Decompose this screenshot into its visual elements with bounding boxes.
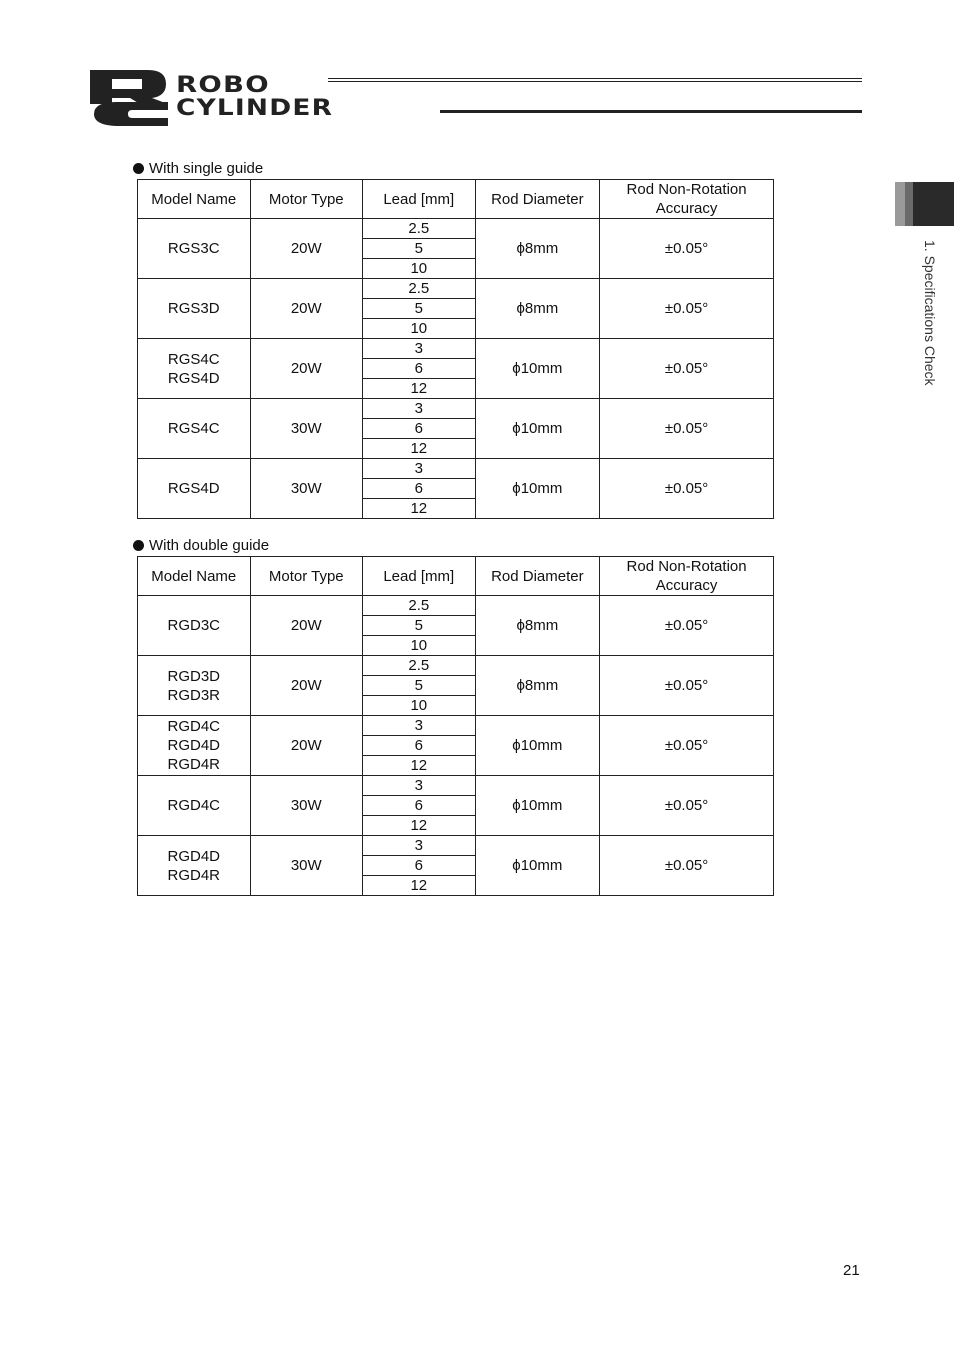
motor-type-cell: 30W [250, 459, 363, 519]
col-rod-accuracy: Rod Non-Rotation Accuracy [600, 180, 774, 219]
model-name-cell: RGS4C [138, 399, 251, 459]
motor-type-cell: 30W [250, 776, 363, 836]
lead-cell: 6 [363, 419, 476, 439]
lead-cell: 6 [363, 736, 476, 756]
header-rule [328, 78, 862, 79]
col-motor-type: Motor Type [250, 557, 363, 596]
lead-cell: 12 [363, 379, 476, 399]
motor-type-cell: 30W [250, 399, 363, 459]
lead-cell: 12 [363, 499, 476, 519]
table-row [138, 399, 774, 419]
motor-type-cell: 20W [250, 656, 363, 716]
double-guide-table [137, 556, 774, 896]
motor-type-cell: 20W [250, 219, 363, 279]
rod-diameter-cell: ϕ10mm [475, 459, 600, 519]
motor-type-cell: 20W [250, 596, 363, 656]
model-name-cell: RGD4C [138, 776, 251, 836]
rod-diameter-cell: ϕ8mm [475, 279, 600, 339]
lead-cell: 3 [363, 776, 476, 796]
lead-cell: 5 [363, 616, 476, 636]
page-number: 21 [843, 1262, 860, 1279]
accuracy-cell: ±0.05° [600, 716, 774, 776]
motor-type-cell: 20W [250, 716, 363, 776]
lead-cell: 3 [363, 339, 476, 359]
single-guide-table [137, 179, 774, 519]
rc-logo-mark [90, 70, 170, 126]
lead-cell: 3 [363, 399, 476, 419]
col-model-name: Model Name [138, 180, 251, 219]
accuracy-cell: ±0.05° [600, 219, 774, 279]
rod-diameter-cell: ϕ10mm [475, 836, 600, 896]
table-row [138, 656, 774, 676]
accuracy-cell: ±0.05° [600, 836, 774, 896]
lead-cell: 12 [363, 876, 476, 896]
col-lead: Lead [mm] [363, 180, 476, 219]
section-double-guide [133, 537, 269, 554]
accuracy-cell: ±0.05° [600, 459, 774, 519]
accuracy-cell: ±0.05° [600, 596, 774, 656]
rod-diameter-cell: ϕ10mm [475, 399, 600, 459]
accuracy-cell: ±0.05° [600, 399, 774, 459]
accuracy-cell: ±0.05° [600, 776, 774, 836]
table-row [138, 776, 774, 796]
col-motor-type: Motor Type [250, 180, 363, 219]
accuracy-cell: ±0.05° [600, 279, 774, 339]
col-model-name: Model Name [138, 557, 251, 596]
model-name-cell: RGS4D [138, 459, 251, 519]
model-name-cell: RGD3C [138, 596, 251, 656]
col-rod-diameter: Rod Diameter [475, 557, 600, 596]
lead-cell: 12 [363, 756, 476, 776]
rod-diameter-cell: ϕ8mm [475, 596, 600, 656]
col-lead: Lead [mm] [363, 557, 476, 596]
header-rule-thick [440, 110, 862, 113]
lead-cell: 5 [363, 239, 476, 259]
lead-cell: 12 [363, 816, 476, 836]
rod-diameter-cell: ϕ8mm [475, 219, 600, 279]
lead-cell: 10 [363, 636, 476, 656]
lead-cell: 6 [363, 359, 476, 379]
table-row [138, 339, 774, 359]
lead-cell: 2.5 [363, 219, 476, 239]
section-title: With single guide [149, 160, 264, 177]
lead-cell: 10 [363, 319, 476, 339]
table-row [138, 459, 774, 479]
accuracy-cell: ±0.05° [600, 656, 774, 716]
lead-cell: 6 [363, 796, 476, 816]
model-name-cell: RGS4C RGS4D [138, 339, 251, 399]
header-row [138, 557, 774, 596]
rod-diameter-cell: ϕ10mm [475, 716, 600, 776]
model-name-cell: RGS3C [138, 219, 251, 279]
chapter-label: 1. Specifications Check [922, 240, 938, 386]
section-title: With double guide [149, 537, 270, 554]
rod-diameter-cell: ϕ10mm [475, 339, 600, 399]
rod-diameter-cell: ϕ8mm [475, 656, 600, 716]
header-row [138, 180, 774, 219]
lead-cell: 2.5 [363, 596, 476, 616]
table-row [138, 836, 774, 856]
bullet-icon [133, 163, 144, 174]
table-row [138, 219, 774, 239]
table-row [138, 596, 774, 616]
lead-cell: 5 [363, 299, 476, 319]
lead-cell: 5 [363, 676, 476, 696]
chapter-tab [895, 182, 954, 226]
header-rule [328, 81, 862, 82]
lead-cell: 10 [363, 696, 476, 716]
bullet-icon [133, 540, 144, 551]
model-name-cell: RGD4C RGD4D RGD4R [138, 716, 251, 776]
lead-cell: 2.5 [363, 656, 476, 676]
col-rod-diameter: Rod Diameter [475, 180, 600, 219]
model-name-cell: RGD4D RGD4R [138, 836, 251, 896]
logo-word-cylinder: CYLINDER [176, 96, 334, 121]
logo-word-robo: ROBO [176, 73, 270, 98]
model-name-cell: RGD3D RGD3R [138, 656, 251, 716]
lead-cell: 10 [363, 259, 476, 279]
lead-cell: 3 [363, 716, 476, 736]
rod-diameter-cell: ϕ10mm [475, 776, 600, 836]
lead-cell: 2.5 [363, 279, 476, 299]
motor-type-cell: 30W [250, 836, 363, 896]
motor-type-cell: 20W [250, 339, 363, 399]
table-row [138, 716, 774, 736]
lead-cell: 3 [363, 836, 476, 856]
accuracy-cell: ±0.05° [600, 339, 774, 399]
lead-cell: 3 [363, 459, 476, 479]
lead-cell: 6 [363, 856, 476, 876]
model-name-cell: RGS3D [138, 279, 251, 339]
lead-cell: 6 [363, 479, 476, 499]
col-rod-accuracy: Rod Non-Rotation Accuracy [600, 557, 774, 596]
section-single-guide [133, 160, 263, 177]
lead-cell: 12 [363, 439, 476, 459]
motor-type-cell: 20W [250, 279, 363, 339]
table-row [138, 279, 774, 299]
